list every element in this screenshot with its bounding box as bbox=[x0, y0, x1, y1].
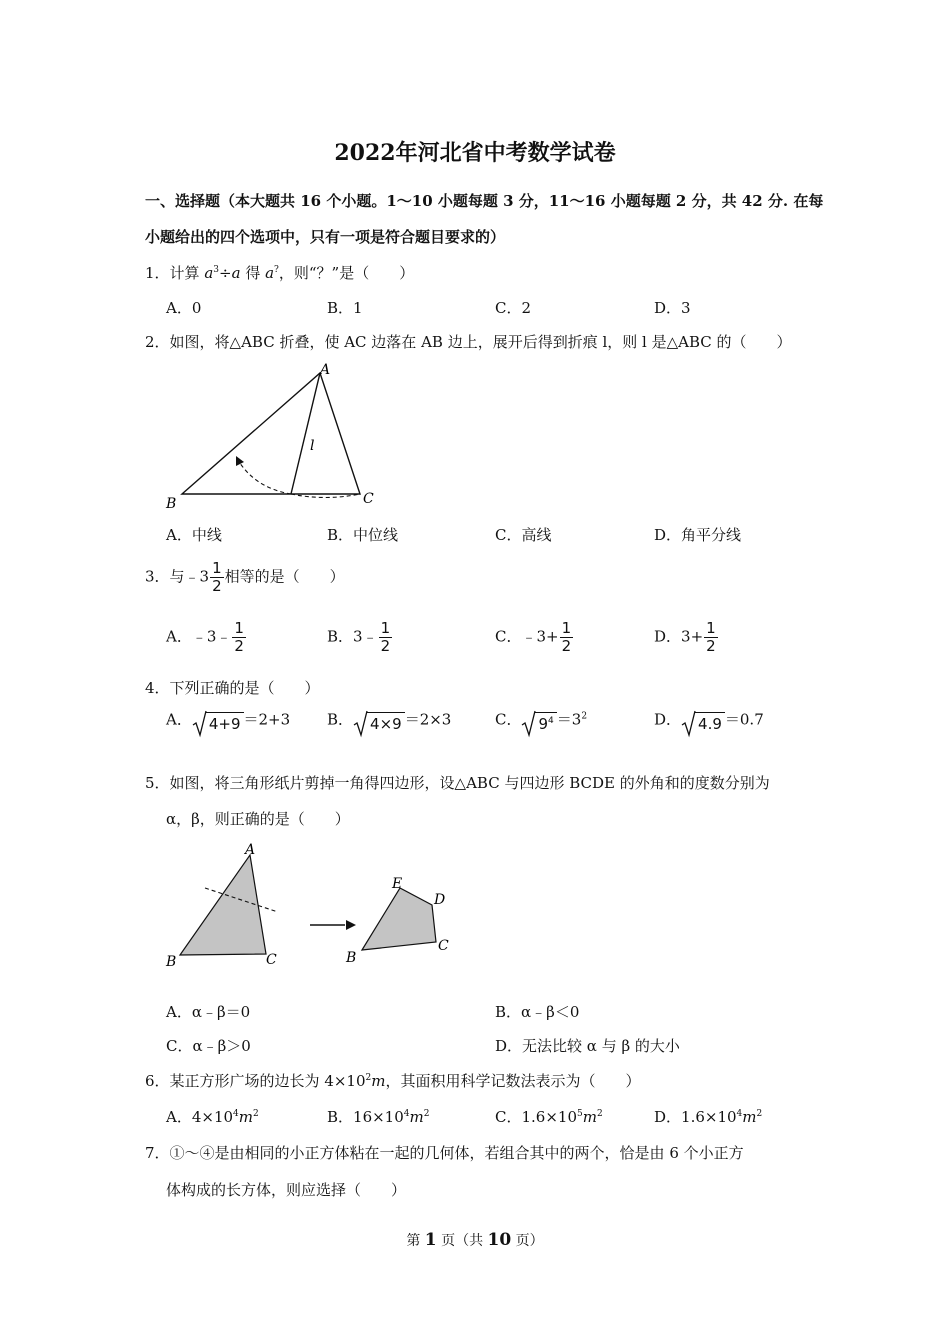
q2-option-d: D．角平分线 bbox=[654, 526, 742, 544]
triangle-fold-figure bbox=[160, 358, 390, 518]
section-header-line1: 一、选择题（本大题共 16 个小题。1～10 小题每题 3 分，11～16 小题每题 2 分，共 42 分. 在每 bbox=[145, 192, 824, 210]
label-c: C bbox=[266, 952, 277, 968]
q6-option-d: D．$1.6\times 10^4m^2$ bbox=[654, 1108, 763, 1126]
q3-option-d: D．3+ $\frac{1}{2}$ bbox=[654, 619, 716, 655]
q5-option-a: A．α﹣β＝0 bbox=[166, 1003, 251, 1021]
q2-option-b: B．中位线 bbox=[327, 526, 399, 544]
question-7-line1: 7．①～④是由相同的小正方体粘在一起的几何体，若组合其中的两个，恰是由 6 个小正方 bbox=[145, 1144, 744, 1162]
q4-option-d: D． 4.9 ＝0.7 bbox=[654, 710, 764, 733]
q5-option-d: D．无法比较 α 与 β 的大小 bbox=[495, 1037, 680, 1055]
q3-option-a: A．﹣3﹣ $\frac{1}{2}$ bbox=[166, 619, 244, 655]
label-a: A bbox=[245, 842, 256, 858]
triangle-abc bbox=[182, 373, 360, 494]
question-5-line2: α，β，则正确的是（ ） bbox=[166, 810, 350, 828]
label-c2: C bbox=[438, 938, 449, 954]
q3-option-b: B．3﹣ $\frac{1}{2}$ bbox=[327, 619, 391, 655]
quadrilateral-bcde bbox=[362, 888, 436, 950]
q2-option-a: A．中线 bbox=[166, 526, 222, 544]
q4-option-a: A． 4+9 ＝2+3 bbox=[166, 710, 291, 733]
triangle-abc-shaded bbox=[180, 855, 266, 955]
triangle-cut-figure bbox=[160, 838, 460, 973]
page-total: 10 bbox=[487, 1230, 512, 1250]
question-2: 2．如图，将△ABC 折叠，使 AC 边落在 AB 边上，展开后得到折痕 l，则 l 是△ABC 的（ ） bbox=[145, 333, 792, 351]
q1-option-a: A．0 bbox=[166, 299, 202, 317]
page-number: 1 bbox=[424, 1230, 437, 1250]
right-arrow-icon bbox=[346, 920, 356, 930]
label-a: A bbox=[320, 362, 331, 378]
q6-option-c: C．$1.6\times 10^5m^2$ bbox=[495, 1108, 603, 1126]
question-1: 1．计算 $a^3\div a$ 得 a?，则“？”是（ ） bbox=[145, 264, 415, 282]
page-title: 2022年河北省中考数学试卷 bbox=[334, 140, 616, 166]
label-b: B bbox=[166, 954, 177, 970]
q5-option-c: C．α﹣β＞0 bbox=[166, 1037, 251, 1055]
arrow-head-icon bbox=[236, 456, 244, 466]
page-footer: 第 1 页（共 10 页） bbox=[406, 1230, 544, 1250]
q6-option-b: B．$16\times 10^4m^2$ bbox=[327, 1108, 430, 1126]
question-5-line1: 5．如图，将三角形纸片剪掉一角得四边形，设△ABC 与四边形 BCDE 的外角和的度数分别为 bbox=[145, 774, 770, 792]
q5-option-b: B．α﹣β＜0 bbox=[495, 1003, 580, 1021]
fold-arc-left bbox=[238, 460, 291, 494]
q4-option-c: C． $9^4 =3^2$ bbox=[495, 710, 588, 733]
q1-option-d: D．3 bbox=[654, 299, 691, 317]
q6-option-a: A．$4\times 10^4m^2$ bbox=[166, 1108, 259, 1126]
question-3: 3．与﹣3 $\frac{1}{2}$ 相等的是（ ） bbox=[145, 559, 345, 595]
q2-option-c: C．高线 bbox=[495, 526, 552, 544]
label-l: l bbox=[310, 438, 315, 454]
label-d: D bbox=[434, 892, 446, 908]
q3-option-c: C．﹣3+ $\frac{1}{2}$ bbox=[495, 619, 572, 655]
label-c: C bbox=[363, 491, 374, 507]
q1-option-b: B．1 bbox=[327, 299, 363, 317]
q1-option-c: C．2 bbox=[495, 299, 532, 317]
label-e: E bbox=[392, 876, 403, 892]
label-b: B bbox=[166, 496, 177, 512]
label-b2: B bbox=[346, 950, 357, 966]
question-6: 6．某正方形广场的边长为 $4\times 10^2m$，其面积用科学记数法表示为（ ） bbox=[145, 1072, 641, 1090]
question-4: 4．下列正确的是（ ） bbox=[145, 679, 320, 697]
q4-option-b: B． 4×9 ＝2×3 bbox=[327, 710, 452, 733]
section-header-line2: 小题给出的四个选项中，只有一项是符合题目要求的） bbox=[145, 228, 506, 246]
fraction-one-half: $\frac{1}{2}$ bbox=[212, 559, 222, 595]
question-7-line2: 体构成的长方体，则应选择（ ） bbox=[166, 1181, 407, 1199]
crease-line-l bbox=[291, 373, 320, 494]
